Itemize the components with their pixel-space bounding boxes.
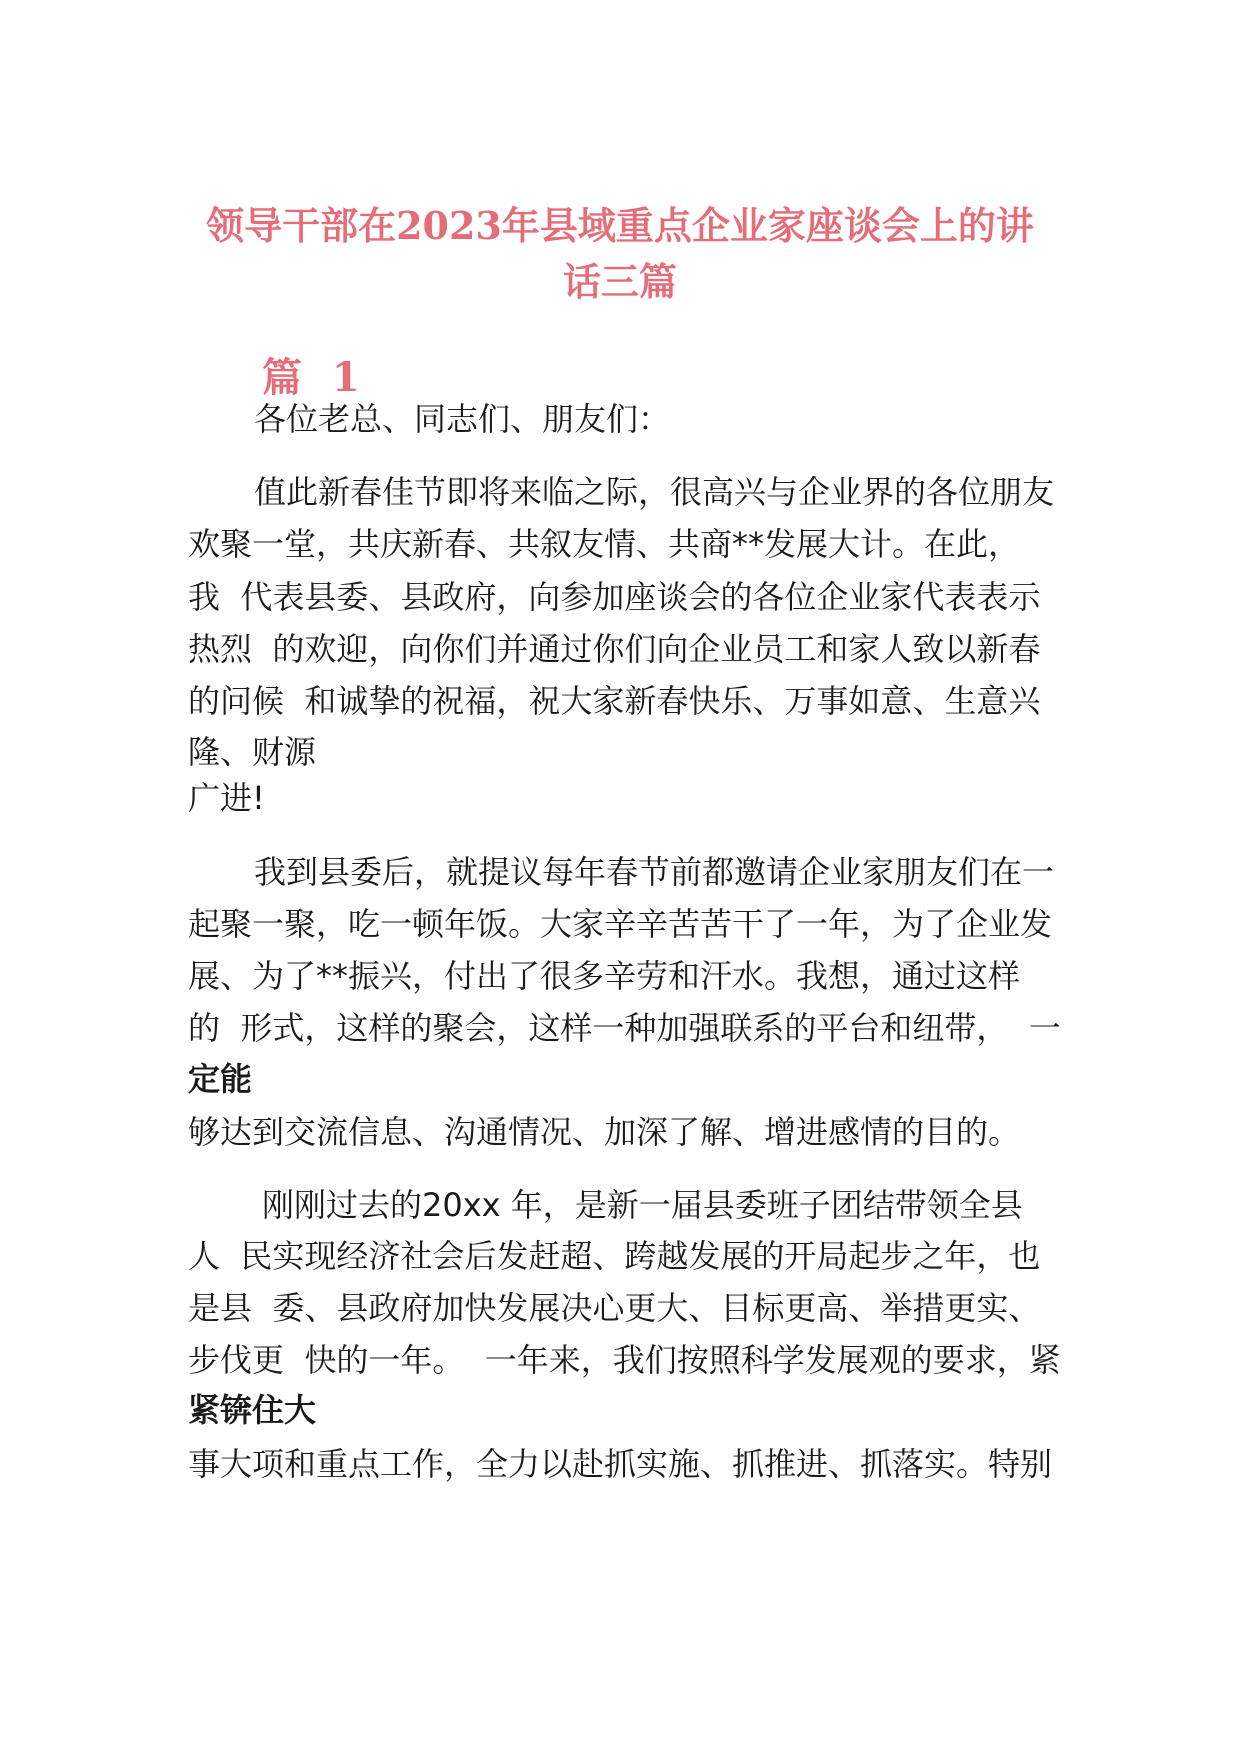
document-title-line-1: 领导干部在2023年县域重点企业家座谈会上的讲	[206, 203, 1034, 248]
paragraph-line: 的问候 和诚挚的祝福，祝大家新春快乐、万事如意、生意兴	[188, 682, 1041, 720]
paragraph-line: 的 形式，这样的聚会，这样一种加强联系的平台和纽带， 一	[188, 1009, 1061, 1047]
paragraph-line: 起聚一聚，吃一顿年饭。大家辛辛苦苦干了一年，为了企业发	[188, 905, 1053, 943]
paragraph-line: 刚刚过去的20xx 年，是新一届县委班子团结带领全县	[262, 1186, 1023, 1224]
paragraph-line: 紧锛住大	[188, 1391, 317, 1429]
paragraph-line: 是县 委、县政府加快发展决心更大、目标更高、举措更实、	[188, 1289, 1041, 1327]
salutation: 各位老总、同志们、朋友们：	[254, 400, 671, 438]
document-title-line-2: 话三篇	[562, 259, 677, 304]
section-heading: 篇 1	[262, 354, 360, 401]
paragraph-line: 展、为了**振兴，付出了很多辛劳和汗水。我想，通过这样	[188, 957, 1021, 995]
paragraph-line: 定能	[188, 1060, 253, 1098]
paragraph-line: 我到县委后，就提议每年春节前都邀请企业家朋友们在一	[254, 853, 1055, 891]
paragraph-line: 我 代表县委、县政府，向参加座谈会的各位企业家代表表示	[188, 578, 1041, 616]
paragraph-line: 广进!	[188, 779, 265, 817]
paragraph-line: 欢聚一堂，共庆新春、共叙友情、共商**发展大计。在此，	[188, 525, 1021, 563]
paragraph-line: 热烈 的欢迎，向你们并通过你们向企业员工和家人致以新春	[188, 630, 1041, 668]
paragraph-line: 事大项和重点工作，全力以赴抓实施、抓推进、抓落实。特别	[188, 1445, 1053, 1483]
paragraph-line: 人 民实现经济社会后发赶超、跨越发展的开局起步之年，也	[188, 1237, 1041, 1275]
paragraph-line: 值此新春佳节即将来临之际，很高兴与企业界的各位朋友	[254, 473, 1055, 511]
paragraph-line: 步伐更 快的一年。 一年来，我们按照科学发展观的要求，紧	[188, 1341, 1061, 1379]
paragraph-line: 够达到交流信息、沟通情况、加深了解、增进感情的目的。	[188, 1113, 1021, 1151]
paragraph-line: 隆、财源	[188, 733, 317, 771]
